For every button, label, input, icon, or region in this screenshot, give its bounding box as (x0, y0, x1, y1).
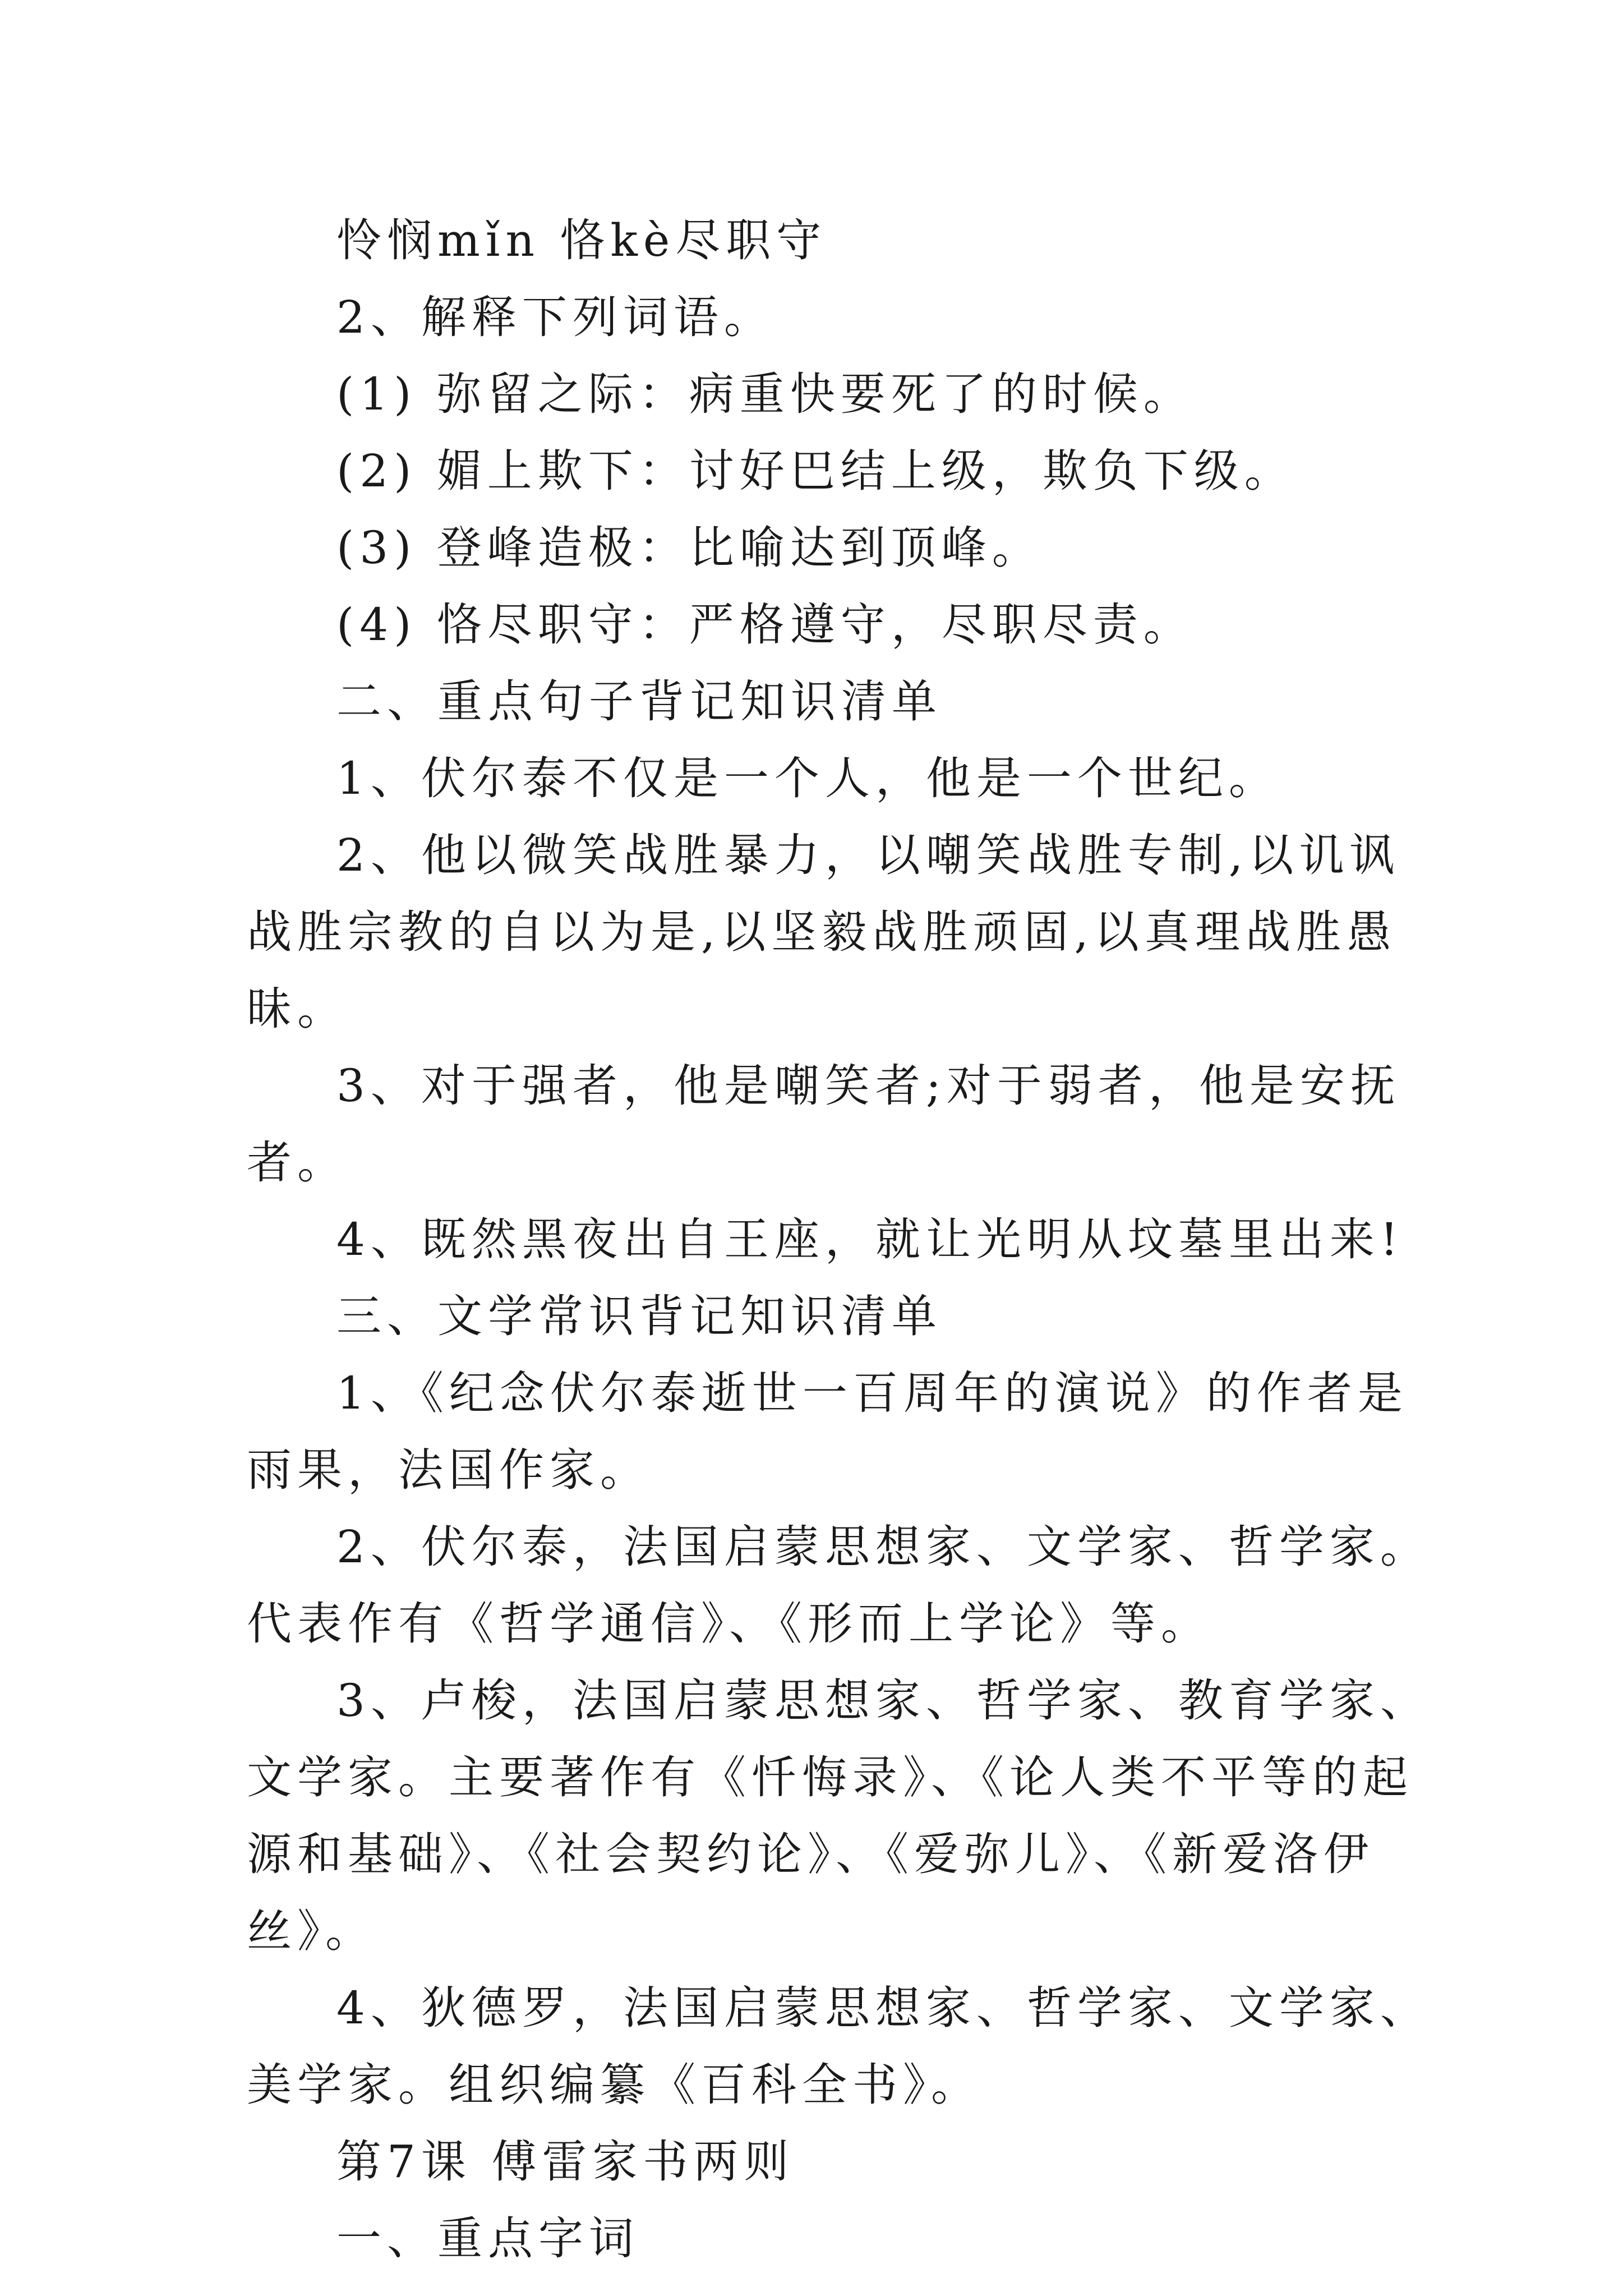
section-heading: 三、文学常识背记知识清单 (336, 1290, 942, 1342)
key-sentence-item: 2、他以微笑战胜暴力，以嘲笑战胜专制,以讥讽战胜宗教的自以为是,以坚毅战胜顽固,以真理战胜愚昧。 (247, 829, 1400, 1035)
definition-item: (4) 恪尽职守：严格遵守，尽职尽责。 (336, 599, 1194, 651)
key-sentence-item: 3、对于强者，他是嘲笑者;对于弱者，他是安抚者。 (247, 1060, 1401, 1189)
section-heading: 二、重点句子背记知识清单 (336, 675, 942, 728)
vocab-pronunciation-line: 怜悯mǐn 恪kè尽职守 (336, 214, 827, 266)
section-heading: 一、重点字词 (336, 2212, 639, 2265)
document-body (247, 202, 1436, 2277)
literature-note-item: 2、伏尔泰，法国启蒙思想家、文学家、哲学家。代表作有《哲学通信》、《形而上学论》等。 (247, 1521, 1431, 1650)
definition-item: (2) 媚上欺下：讨好巴结上级，欺负下级。 (336, 445, 1295, 497)
literature-note-item: 1、《纪念伏尔泰逝世一百周年的演说》的作者是雨果，法国作家。 (247, 1367, 1408, 1496)
definition-item: (1) 弥留之际：病重快要死了的时候。 (336, 368, 1194, 420)
key-sentence-item: 4、既然黑夜出自王座，就让光明从坟墓里出来! (336, 1213, 1404, 1266)
lesson-title: 第7课 傅雷家书两则 (336, 2136, 795, 2188)
definition-item: (3) 登峰造极：比喻达到顶峰。 (336, 522, 1043, 574)
literature-note-item: 3、卢梭，法国启蒙思想家、哲学家、教育学家、文学家。主要著作有《忏悔录》、《论人类不平等的起源和基础》、《社会契约论》、《爱弥儿》、《新爱洛伊丝》。 (247, 1674, 1431, 1957)
exercise-heading: 2、解释下列词语。 (336, 291, 774, 343)
literature-note-item: 4、狄德罗，法国启蒙思想家、哲学家、文学家、美学家。组织编纂《百科全书》。 (247, 1982, 1431, 2111)
key-sentence-item: 1、伏尔泰不仅是一个人，他是一个世纪。 (336, 752, 1279, 804)
